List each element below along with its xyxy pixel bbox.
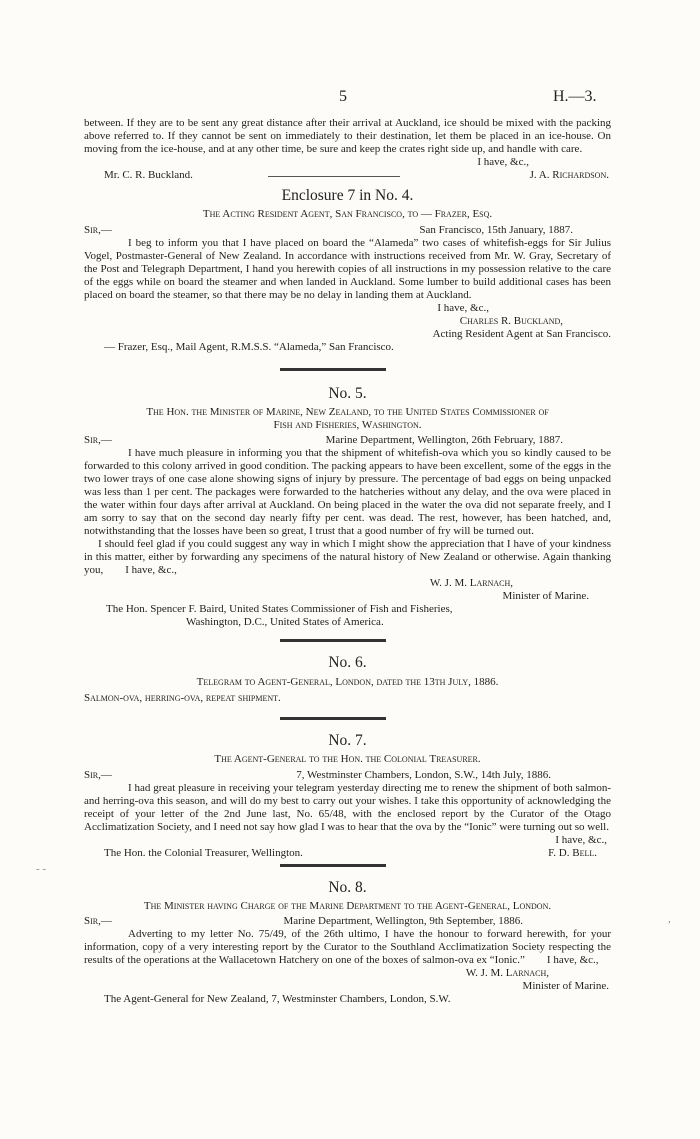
enc7-body: I beg to inform you that I have placed on board the “Alameda” two cases of whitefish-eggs for Sir Julius Vogel, Postmaster-General of New Zealand. In accordance with instructions received from Mr. W. Gray, Secretary of the Post and Telegraph Department, I hand you herewith copies of all instructions in my possession relative to the care of the eggs while on board the steamer and when landed in Auckland. Some lumber to build additional cases has been placed on board the steamer, so that there may be no delay in landing them at Auckland. [84, 237, 611, 301]
enc7-closing: I have, &c., [437, 302, 489, 314]
no5-signature: W. J. M. Larnach, [429, 577, 513, 589]
no7-subtitle: The Agent-General to the Hon. the Colonial Treasurer. [214, 753, 481, 765]
no8-salutation: Sir,— [84, 915, 112, 927]
enc7-title: Enclosure 7 in No. 4. [281, 187, 414, 204]
no7-addressee: The Hon. the Colonial Treasurer, Wellington. [104, 847, 303, 859]
no7-heading-row [84, 769, 611, 782]
no8-body [84, 928, 611, 967]
page-number: 5 [339, 88, 347, 105]
no5-salutation: Sir,— [84, 434, 112, 446]
no5-sig-title: Minister of Marine. [502, 590, 589, 602]
no8-heading-row [84, 915, 611, 928]
top-addressee: Mr. C. R. Buckland. [104, 169, 193, 181]
no8-addressee: The Agent-General for New Zealand, 7, Westminster Chambers, London, S.W. [104, 993, 451, 1005]
enc7-addressee: — Frazer, Esq., Mail Agent, R.M.S.S. “Alameda,” San Francisco. [104, 341, 394, 353]
no7-salutation: Sir,— [84, 769, 112, 781]
no6-subtitle: Telegram to Agent-General, London, dated the 13th July, 1886. [196, 676, 499, 688]
margin-mark-right: , [668, 913, 671, 925]
no5-addressee-1: The Hon. Spencer F. Baird, United States Commissioner of Fish and Fisheries, [106, 603, 453, 615]
no5-body-2 [84, 538, 611, 577]
no7-body: I had great pleasure in receiving your telegram yesterday directing me to renew the shipment of both salmon- and herring-ova this season, and will do my best to carry out your wishes. I take this opportunity of acknowledging the receipt of your letter of the 2nd June last, No. 65/48, with the enclosed report by the Curator of the Otago Acclimatization Society, and I need not say how glad I was to hear that the ova by the “Ionic” were turning out so well. [84, 782, 611, 833]
no7-sign-row [84, 847, 611, 860]
no8-closing: I have, &c., [546, 954, 599, 966]
no8-sig-title: Minister of Marine. [522, 980, 609, 992]
no5-closing: I have, &c., [125, 564, 177, 576]
no6-title: No. 6. [328, 654, 367, 671]
document-body [84, 117, 611, 1006]
top-paragraph: between. If they are to be sent any great distance after their arrival at Auckland, ice should be mixed with the packing above referred to. If they cannot be sent on immediately to their destination, let them be placed in an ice-house. On moving from the ice-house, and at any other time, be sure and keep the crates right side up, and handle with care. [84, 117, 611, 155]
no8-dateline: Marine Department, Wellington, 9th September, 1886. [283, 915, 523, 927]
no5-dateline: Marine Department, Wellington, 26th February, 1887. [325, 434, 563, 446]
no8-subtitle: The Minister having Charge of the Marine Department to the Agent-General, London. [143, 900, 552, 912]
no8-signature: W. J. M. Larnach, [465, 967, 549, 979]
no5-subtitle-1: The Hon. the Minister of Marine, New Zealand, to the United States Commissioner of [146, 406, 549, 418]
document-code: H.—3. [553, 88, 597, 105]
enc7-sig-title: Acting Resident Agent at San Francisco. [432, 328, 611, 340]
enc7-subtitle: The Acting Resident Agent, San Francisco, to — Frazer, Esq. [202, 208, 493, 220]
no6-body: Salmon-ova, herring-ova, repeat shipment. [84, 692, 281, 704]
no7-signature: F. D. Bell. [548, 847, 597, 859]
no5-body-1: I have much pleasure in informing you that the shipment of whitefish-ova which you so kindly caused to be forwarded to this colony arrived in good condition. The packing appears to have been excellent, some of the eggs in the two lower trays of one case alone showing signs of injury by pressure. The percentage of bad eggs on being unpacked was less than 1 per cent. The packages were forwarded to the hatcheries without any delay, and the ova were placed in the water within four days after arrival at Auckland. On being placed in the water the ova did not separate freely, and I am sorry to say that on the second day nearly fifty per cent. was dead. The rest, however, has been hatched, and, notwithstanding that the losses have been so great, I trust that a good number of fry will be turned out. [84, 447, 611, 537]
no7-dateline: 7, Westminster Chambers, London, S.W., 14th July, 1886. [296, 769, 551, 781]
no5-addressee-2: Washington, D.C., United States of America. [186, 616, 384, 628]
no5-body-2-text: I should feel glad if you could suggest any way in which I might show the appreciation that I have of your kindness in this matter, either by forwarding any specimens of the natural history of New Zealand or otherwise. Again thanking you, [84, 538, 611, 576]
no5-heading-row [84, 434, 611, 447]
enc7-heading-row [84, 224, 611, 237]
no8-body-text: Adverting to my letter No. 75/49, of the 26th ultimo, I have the honour to forward herewith, for your information, copy of a very interesting report by the Curator to the Southland Acclimatization Society respecting the results of the operations at the Wallacetown Hatchery on one of the boxes of salmon-ova ex “Ionic.” [84, 928, 611, 966]
margin-mark: - - [36, 863, 47, 875]
no5-title: No. 5. [328, 385, 367, 402]
no5-subtitle-2: Fish and Fisheries, Washington. [273, 419, 422, 431]
no8-title: No. 8. [328, 879, 367, 896]
no7-closing: I have, &c., [555, 834, 607, 846]
enc7-signature: Charles R. Buckland, [459, 315, 563, 327]
enc7-dateline: San Francisco, 15th January, 1887. [419, 224, 573, 236]
top-signature: J. A. Richardson. [529, 169, 609, 181]
top-closing: I have, &c., [477, 156, 529, 168]
no7-title: No. 7. [328, 732, 367, 749]
enc7-salutation: Sir,— [84, 224, 112, 236]
